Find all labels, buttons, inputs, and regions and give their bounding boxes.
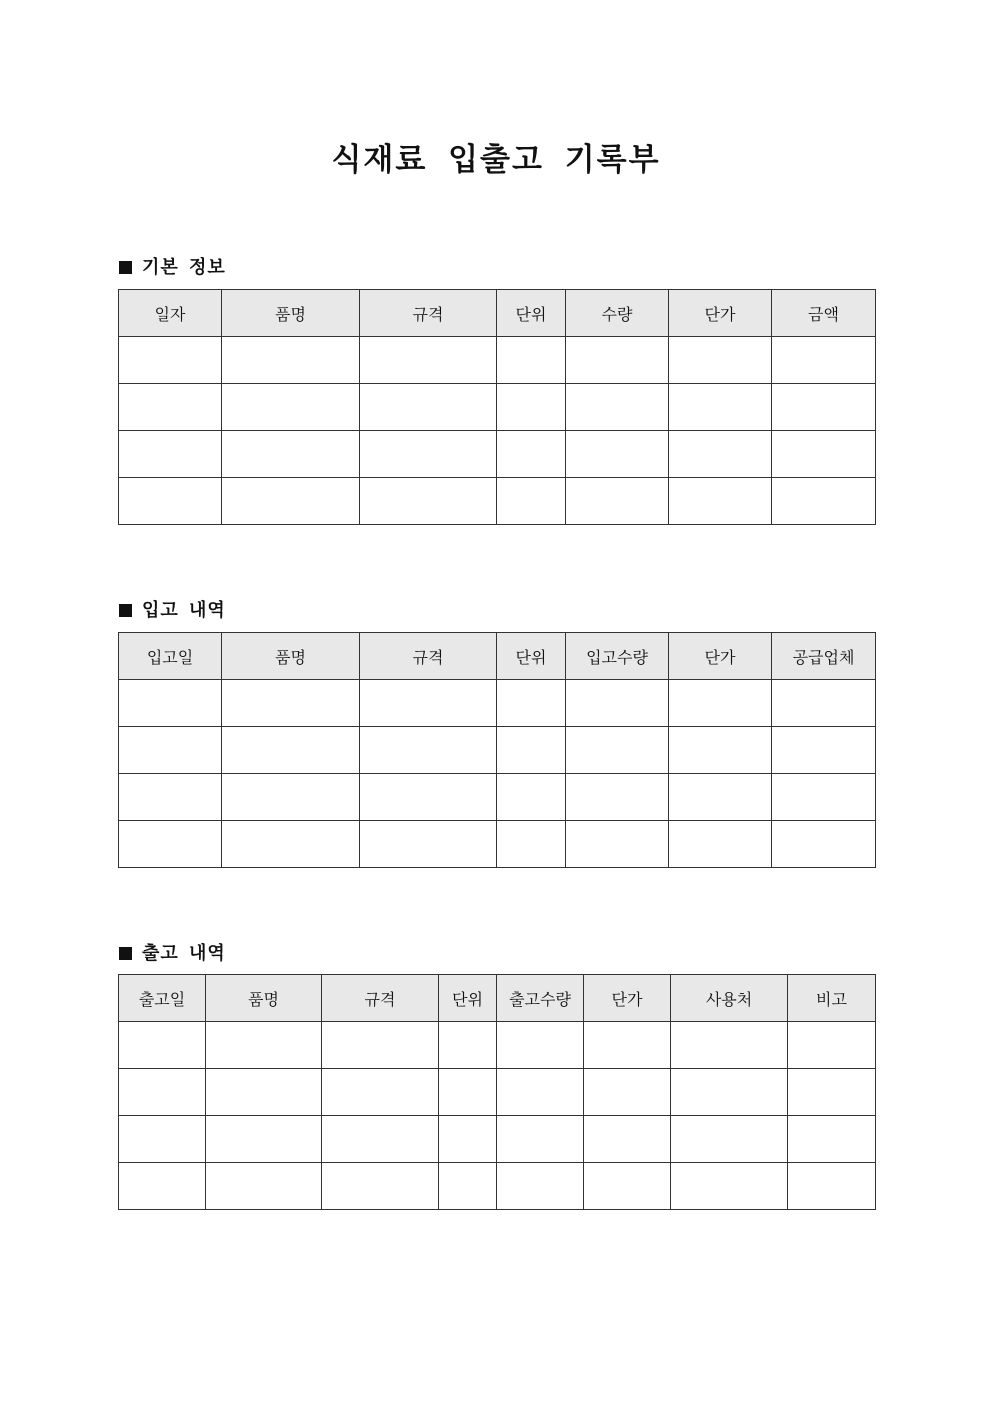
table-cell[interactable] <box>772 384 876 431</box>
table-cell[interactable] <box>119 1163 206 1210</box>
table-row <box>119 384 876 431</box>
table-cell[interactable] <box>772 431 876 478</box>
table-cell[interactable] <box>439 1116 497 1163</box>
column-header: 공급업체 <box>772 633 876 680</box>
table-row <box>119 1163 876 1210</box>
table-cell[interactable] <box>584 1116 671 1163</box>
table-row <box>119 727 876 774</box>
table-cell[interactable] <box>772 774 876 821</box>
table-cell[interactable] <box>671 1116 788 1163</box>
section-label: 기본 정보 <box>142 257 226 278</box>
column-header: 품명 <box>206 975 322 1022</box>
table-cell[interactable] <box>669 431 772 478</box>
table-row <box>119 821 876 868</box>
table-row <box>119 478 876 525</box>
table-cell[interactable] <box>669 384 772 431</box>
square-bullet-icon <box>119 947 132 960</box>
table-cell[interactable] <box>222 727 360 774</box>
table-cell[interactable] <box>360 384 497 431</box>
table-row <box>119 774 876 821</box>
table-cell[interactable] <box>119 337 222 384</box>
table-cell[interactable] <box>669 727 772 774</box>
table-cell[interactable] <box>788 1163 876 1210</box>
table-cell[interactable] <box>772 821 876 868</box>
table-cell[interactable] <box>788 1116 876 1163</box>
table-cell[interactable] <box>788 1022 876 1069</box>
table-cell[interactable] <box>497 384 566 431</box>
table-cell[interactable] <box>497 727 566 774</box>
table-cell[interactable] <box>119 384 222 431</box>
table-row <box>119 431 876 478</box>
table-cell[interactable] <box>119 727 222 774</box>
column-header: 단가 <box>669 290 772 337</box>
table-cell[interactable] <box>360 337 497 384</box>
table-cell[interactable] <box>360 478 497 525</box>
table-cell[interactable] <box>497 774 566 821</box>
table-cell[interactable] <box>669 478 772 525</box>
table-cell[interactable] <box>497 478 566 525</box>
section-label: 입고 내역 <box>142 600 226 621</box>
table-cell[interactable] <box>497 680 566 727</box>
table-cell[interactable] <box>206 1163 322 1210</box>
table-cell[interactable] <box>119 1069 206 1116</box>
table-cell[interactable] <box>497 431 566 478</box>
table-cell[interactable] <box>322 1163 439 1210</box>
table-cell[interactable] <box>669 774 772 821</box>
table-cell[interactable] <box>772 337 876 384</box>
dispatch-table <box>118 974 876 1210</box>
column-header: 일자 <box>119 290 222 337</box>
table-cell[interactable] <box>584 1163 671 1210</box>
table-cell[interactable] <box>322 1116 439 1163</box>
table-cell[interactable] <box>497 1163 584 1210</box>
section-heading-receiving <box>119 596 226 622</box>
table-cell[interactable] <box>119 431 222 478</box>
table-cell[interactable] <box>669 337 772 384</box>
table-cell[interactable] <box>222 431 360 478</box>
table-cell[interactable] <box>566 727 669 774</box>
table-cell[interactable] <box>222 774 360 821</box>
table-cell[interactable] <box>360 680 497 727</box>
column-header: 금액 <box>772 290 876 337</box>
table-cell[interactable] <box>119 821 222 868</box>
table-cell[interactable] <box>119 1022 206 1069</box>
column-header: 단위 <box>497 633 566 680</box>
column-header: 비고 <box>788 975 876 1022</box>
table-cell[interactable] <box>439 1163 497 1210</box>
table-cell[interactable] <box>772 727 876 774</box>
page-title: 식재료 입출고 기록부 <box>331 142 661 178</box>
table-cell[interactable] <box>772 478 876 525</box>
square-bullet-icon <box>119 604 132 617</box>
table-cell[interactable] <box>584 1069 671 1116</box>
table-cell[interactable] <box>119 1116 206 1163</box>
table-cell[interactable] <box>788 1069 876 1116</box>
table-cell[interactable] <box>671 1163 788 1210</box>
table-header-row <box>119 290 876 337</box>
section-label: 출고 내역 <box>142 943 226 964</box>
table-cell[interactable] <box>322 1022 439 1069</box>
table-cell[interactable] <box>322 1069 439 1116</box>
table-cell[interactable] <box>566 821 669 868</box>
table-cell[interactable] <box>222 821 360 868</box>
table-header-row <box>119 975 876 1022</box>
table-cell[interactable] <box>584 1022 671 1069</box>
table-cell[interactable] <box>669 821 772 868</box>
table-row <box>119 1069 876 1116</box>
table-row <box>119 1116 876 1163</box>
column-header: 입고수량 <box>566 633 669 680</box>
table-cell[interactable] <box>497 337 566 384</box>
table-cell[interactable] <box>119 774 222 821</box>
column-header: 단위 <box>497 290 566 337</box>
table-cell[interactable] <box>360 727 497 774</box>
column-header: 출고수량 <box>497 975 584 1022</box>
table-cell[interactable] <box>566 774 669 821</box>
table-row <box>119 337 876 384</box>
table-cell[interactable] <box>566 431 669 478</box>
column-header: 단위 <box>439 975 497 1022</box>
column-header: 입고일 <box>119 633 222 680</box>
column-header: 규격 <box>322 975 439 1022</box>
table-cell[interactable] <box>119 478 222 525</box>
table-cell[interactable] <box>360 821 497 868</box>
table-cell[interactable] <box>497 821 566 868</box>
table-cell[interactable] <box>206 1069 322 1116</box>
table-cell[interactable] <box>222 337 360 384</box>
section-heading-dispatch <box>119 939 226 965</box>
table-row <box>119 680 876 727</box>
column-header: 단가 <box>584 975 671 1022</box>
table-cell[interactable] <box>671 1069 788 1116</box>
table-cell[interactable] <box>222 384 360 431</box>
column-header: 사용처 <box>671 975 788 1022</box>
column-header: 규격 <box>360 290 497 337</box>
table-cell[interactable] <box>497 1116 584 1163</box>
table-cell[interactable] <box>206 1116 322 1163</box>
table-cell[interactable] <box>772 680 876 727</box>
table-header-row <box>119 633 876 680</box>
table-cell[interactable] <box>566 384 669 431</box>
table-cell[interactable] <box>669 680 772 727</box>
basic-info-table <box>118 289 876 525</box>
table-cell[interactable] <box>206 1022 322 1069</box>
table-cell[interactable] <box>222 680 360 727</box>
table-cell[interactable] <box>566 337 669 384</box>
square-bullet-icon <box>119 261 132 274</box>
column-header: 단가 <box>669 633 772 680</box>
column-header: 규격 <box>360 633 497 680</box>
column-header: 품명 <box>222 290 360 337</box>
table-cell[interactable] <box>222 478 360 525</box>
column-header: 수량 <box>566 290 669 337</box>
table-cell[interactable] <box>566 478 669 525</box>
table-cell[interactable] <box>360 431 497 478</box>
column-header: 품명 <box>222 633 360 680</box>
receiving-table <box>118 632 876 868</box>
table-cell[interactable] <box>497 1069 584 1116</box>
table-cell[interactable] <box>439 1069 497 1116</box>
section-heading-basic-info <box>119 253 226 279</box>
table-cell[interactable] <box>439 1022 497 1069</box>
table-cell[interactable] <box>360 774 497 821</box>
table-cell[interactable] <box>119 680 222 727</box>
table-row <box>119 1022 876 1069</box>
column-header: 출고일 <box>119 975 206 1022</box>
table-cell[interactable] <box>497 1022 584 1069</box>
table-cell[interactable] <box>671 1022 788 1069</box>
table-cell[interactable] <box>566 680 669 727</box>
